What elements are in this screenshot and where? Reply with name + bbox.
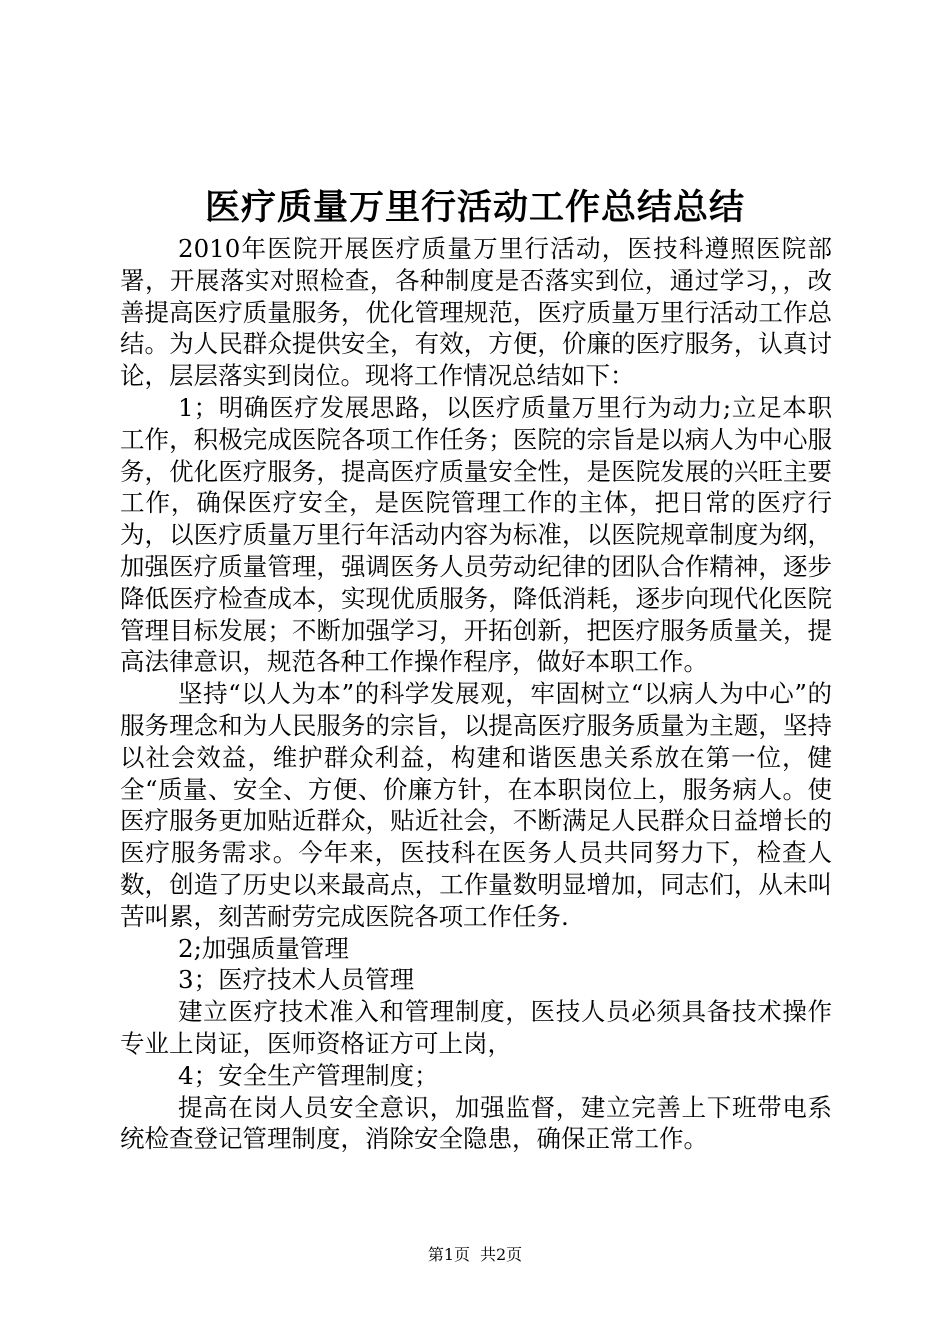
paragraph-item-1: 1；明确医疗发展思路，以医疗质量万里行为动力;立足本职工作，积极完成医院各项工作任务；医院的宗旨是以病人为中心服务，优化医疗服务，提高医疗质量安全性，是医院发展的兴旺主要工作，确保医疗安全，是医院管理工作的主体，把日常的医疗行为，以医疗质量万里行年活动内容为标准，以医院规章制度为纲，加强医疗质量管理，强调医务人员劳动纪律的团队合作精神，逐步降低医疗检查成本，实现优质服务，降低消耗，逐步向现代化医院管理目标发展；不断加强学习，开拓创新，把医疗服务质量关，提高法律意识，规范各种工作操作程序，做好本职工作。 bbox=[120, 392, 832, 677]
page-footer bbox=[0, 1244, 950, 1266]
page-number-current: 第1页 bbox=[427, 1245, 470, 1264]
heading-item-3: 3；医疗技术人员管理 bbox=[178, 965, 415, 995]
paragraph-item-4-detail: 提高在岗人员安全意识，加强监督，建立完善上下班带电系统检查登记管理制度，消除安全隐患，确保正常工作。 bbox=[120, 1092, 832, 1154]
page-number-total: 共2页 bbox=[480, 1245, 523, 1264]
heading-item-2: 2;加强质量管理 bbox=[178, 933, 349, 963]
document-title: 医疗质量万里行活动工作总结总结 bbox=[204, 187, 745, 228]
document-body bbox=[120, 233, 832, 1155]
paragraph-people-first: 坚持“以人为本”的科学发展观，牢固树立“以病人为中心”的服务理念和为人民服务的宗旨，以提高医疗服务质量为主题，坚持以社会效益，维护群众利益，构建和谐医患关系放在第一位，健全“质量、安全、方便、价廉方针，在本职岗位上，服务病人。使医疗服务更加贴近群众，贴近社会，不断满足人民群众日益增长的医疗服务需求。今年来，医技科在医务人员共同努力下，检查人数，创造了历史以来最高点，工作量数明显增加，同志们，从未叫苦叫累，刻苦耐劳完成医院各项工作任务. bbox=[120, 679, 832, 931]
paragraph-item-3-detail: 建立医疗技术准入和管理制度，医技人员必须具备技术操作专业上岗证，医师资格证方可上岗， bbox=[120, 997, 832, 1058]
paragraph-intro: 2010年医院开展医疗质量万里行活动，医技科遵照医院部署，开展落实对照检查，各种制度是否落实到位，通过学习，，改善提高医疗质量服务，优化管理规范，医疗质量万里行活动工作总结。为人民群众提供安全，有效，方便，价廉的医疗服务，认真讨论，层层落实到岗位。现将工作情况总结如下： bbox=[120, 234, 832, 391]
heading-item-4: 4；安全生产管理制度； bbox=[178, 1060, 439, 1090]
